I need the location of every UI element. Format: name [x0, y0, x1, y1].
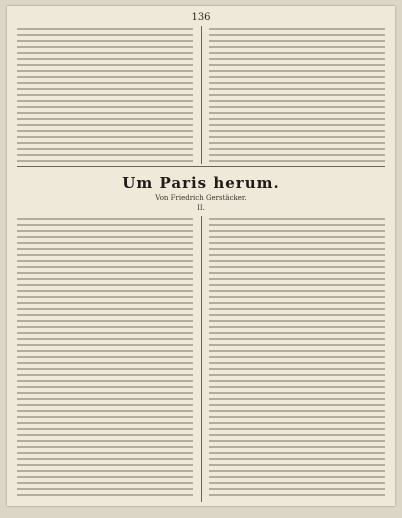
- illegible-text-lines: [17, 28, 193, 162]
- byline: Von Friedrich Gerstäcker.: [155, 194, 247, 202]
- text-column-right-top: [209, 28, 385, 162]
- section-divider: [17, 166, 385, 167]
- illegible-text-lines: [209, 28, 385, 162]
- illegible-text-lines: [17, 218, 193, 500]
- page-number: 136: [191, 12, 211, 23]
- column-divider-bottom: [201, 216, 202, 502]
- section-title: Um Paris herum.: [122, 174, 280, 192]
- newspaper-page: [7, 6, 395, 506]
- part-number: II.: [197, 204, 205, 212]
- text-column-left-bottom: [17, 218, 193, 500]
- text-column-left-top: [17, 28, 193, 162]
- column-divider-top: [201, 26, 202, 164]
- text-column-right-bottom: [209, 218, 385, 500]
- illegible-text-lines: [209, 218, 385, 500]
